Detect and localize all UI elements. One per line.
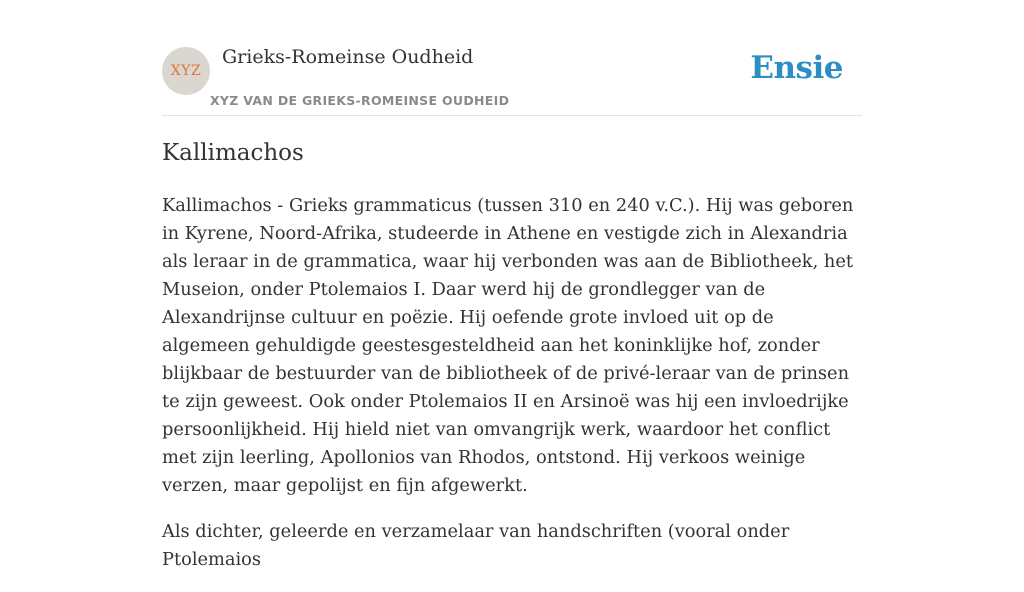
- avatar-text: XYZ: [170, 63, 202, 79]
- brand-logo-link[interactable]: Ensie: [750, 50, 843, 86]
- site-subtitle: XYZ VAN DE GRIEKS-ROMEINSE OUDHEID: [210, 93, 510, 108]
- article-paragraph: Kallimachos - Grieks grammaticus (tussen 310 en 240 v.C.). Hij was geboren in Kyrene, Noord-Afrika, studeerde in Athene en vestigde zich in Alexandria als leraar in de grammatica, waar hij verbonden was aan de Bibliotheek, het Museion, onder Ptolemaios I. Daar werd hij de grondlegger van de Alexandrijnse cultuur en poëzie. Hij oefende grote invloed uit op de algemeen gehuldigde geestesgesteldheid aan het koninklijke hof, zonder blijkbaar de bestuurder van de bibliotheek of de privé-leraar van de prinsen te zijn geweest. Ook onder Ptolemaios II en Arsinoë was hij een invloedrijke persoonlijkheid. Hij hield niet van omvangrijk werk, waardoor het conflict met zijn leerling, Apollonios van Rhodos, ontstond. Hij verkoos weinige verzen, maar gepolijst en fijn afgewerkt.: [162, 195, 854, 496]
- article-paragraph: Als dichter, geleerde en verzamelaar van handschriften (vooral onder Ptolemaios: [162, 521, 790, 570]
- site-title[interactable]: Grieks-Romeinse Oudheid: [222, 46, 474, 68]
- article-body: [162, 192, 862, 592]
- avatar[interactable]: [162, 47, 210, 95]
- article-title: Kallimachos: [162, 140, 304, 166]
- header: [162, 0, 862, 116]
- page: [162, 0, 862, 570]
